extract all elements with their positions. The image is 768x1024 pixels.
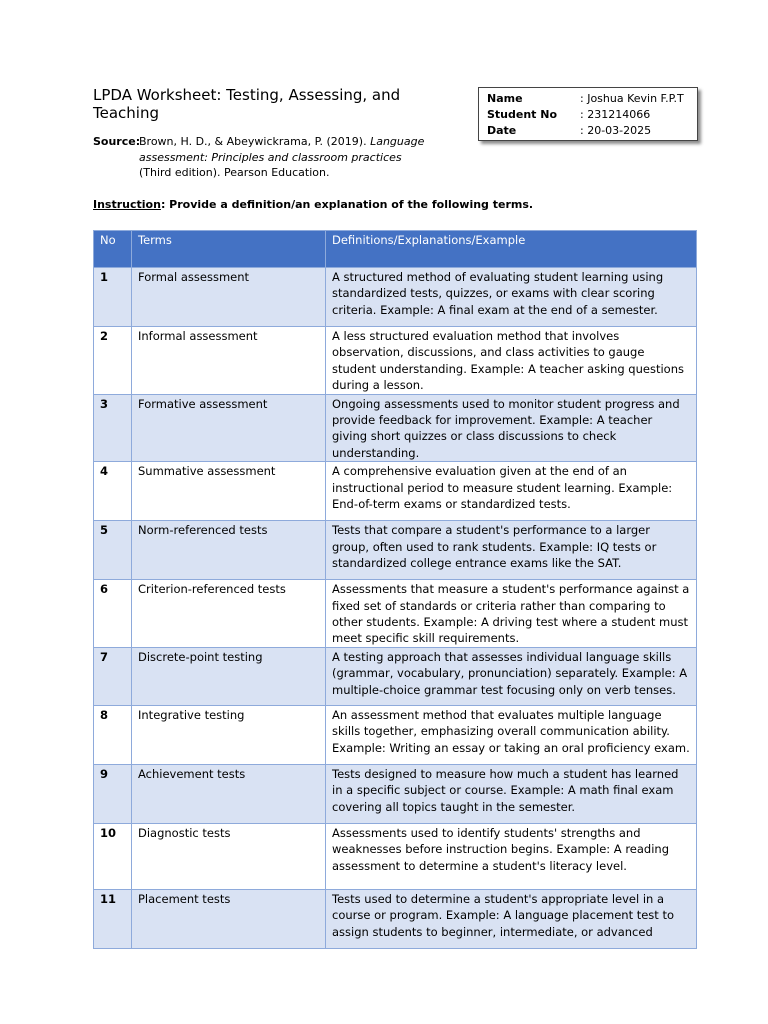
source-authors: Brown, H. D., & Abeywickrama, P. (2019). xyxy=(139,135,371,148)
table-row xyxy=(94,823,697,889)
source-details: (Third edition). Pearson Education. xyxy=(139,166,330,179)
row-definition: A testing approach that assesses individual language skills (grammar, vocabulary, pronunciation) separately. Example: A multiple-choice grammar test focusing only on verb tenses. xyxy=(326,647,697,705)
row-term: Achievement tests xyxy=(132,764,326,823)
instruction xyxy=(93,198,533,211)
header-terms: Terms xyxy=(132,231,326,268)
row-definition: Assessments that measure a student's performance against a fixed set of standards or criteria rather than comparing to other students. Example: A driving test where a student must meet specific skill requirements. xyxy=(326,580,697,648)
table-row xyxy=(94,521,697,580)
source-text xyxy=(139,134,433,181)
row-term: Diagnostic tests xyxy=(132,823,326,889)
row-term: Norm-referenced tests xyxy=(132,521,326,580)
row-definition: A comprehensive evaluation given at the end of an instructional period to measure student learning. Example: End-of-term exams or standardized tests. xyxy=(326,462,697,521)
date-label: Date xyxy=(487,124,517,137)
instruction-label: Instruction xyxy=(93,198,161,211)
source-book-title: Language assessment: Principles and classroom practices xyxy=(139,135,425,164)
header-definitions: Definitions/Explanations/Example xyxy=(326,231,697,268)
student-no-value: : 231214066 xyxy=(580,108,651,121)
row-no: 5 xyxy=(94,521,132,580)
row-no: 8 xyxy=(94,705,132,764)
name-value: : Joshua Kevin F.P.T xyxy=(580,92,684,105)
table-row xyxy=(94,394,697,462)
page-title: LPDA Worksheet: Testing, Assessing, and Teaching xyxy=(93,86,401,122)
row-term: Summative assessment xyxy=(132,462,326,521)
table-row xyxy=(94,647,697,705)
student-info-box xyxy=(478,87,698,141)
row-definition: Ongoing assessments used to monitor student progress and provide feedback for improvement. Example: A teacher giving short quizzes or class discussions to check understanding. xyxy=(326,394,697,462)
row-definition: An assessment method that evaluates multiple language skills together, emphasizing overall communication ability. Example: Writing an essay or taking an oral proficiency exam. xyxy=(326,705,697,764)
row-no: 10 xyxy=(94,823,132,889)
row-definition: Tests designed to measure how much a student has learned in a specific subject or course. Example: A math final exam covering all topics taught in the semester. xyxy=(326,764,697,823)
row-term: Integrative testing xyxy=(132,705,326,764)
row-term: Formal assessment xyxy=(132,268,326,327)
row-no: 6 xyxy=(94,580,132,648)
row-definition: A less structured evaluation method that involves observation, discussions, and class activities to gauge student understanding. Example: A teacher asking questions during a lesson. xyxy=(326,327,697,395)
name-label: Name xyxy=(487,92,523,105)
row-term: Discrete-point testing xyxy=(132,647,326,705)
date-row xyxy=(487,123,697,139)
row-no: 4 xyxy=(94,462,132,521)
table-row xyxy=(94,764,697,823)
date-value: : 20-03-2025 xyxy=(580,124,652,137)
row-definition: Tests used to determine a student's appropriate level in a course or program. Example: A language placement test to assign students to beginner, intermediate, or advanced xyxy=(326,889,697,948)
row-no: 2 xyxy=(94,327,132,395)
row-no: 1 xyxy=(94,268,132,327)
row-no: 11 xyxy=(94,889,132,948)
row-term: Informal assessment xyxy=(132,327,326,395)
table-row xyxy=(94,462,697,521)
table-header-row xyxy=(94,231,697,268)
table-row xyxy=(94,268,697,327)
row-term: Formative assessment xyxy=(132,394,326,462)
student-no-row xyxy=(487,107,697,123)
student-no-label: Student No xyxy=(487,108,558,121)
terms-table xyxy=(93,230,697,949)
table-row xyxy=(94,889,697,948)
name-row xyxy=(487,91,697,107)
row-no: 7 xyxy=(94,647,132,705)
header-no: No xyxy=(94,231,132,268)
row-term: Criterion-referenced tests xyxy=(132,580,326,648)
table-row xyxy=(94,327,697,395)
instruction-text: : Provide a definition/an explanation of the following terms. xyxy=(160,198,534,211)
row-definition: Tests that compare a student's performance to a larger group, often used to rank students. Example: IQ tests or standardized college entrance exams like the SAT. xyxy=(326,521,697,580)
table-row xyxy=(94,705,697,764)
row-no: 9 xyxy=(94,764,132,823)
row-definition: A structured method of evaluating student learning using standardized tests, quizzes, or exams with clear scoring criteria. Example: A final exam at the end of a semester. xyxy=(326,268,697,327)
source-citation xyxy=(93,134,433,181)
source-label: Source: xyxy=(93,135,141,148)
table-row xyxy=(94,580,697,648)
row-no: 3 xyxy=(94,394,132,462)
row-term: Placement tests xyxy=(132,889,326,948)
row-definition: Assessments used to identify students' strengths and weaknesses before instruction begins. Example: A reading assessment to determine a student's literacy level. xyxy=(326,823,697,889)
